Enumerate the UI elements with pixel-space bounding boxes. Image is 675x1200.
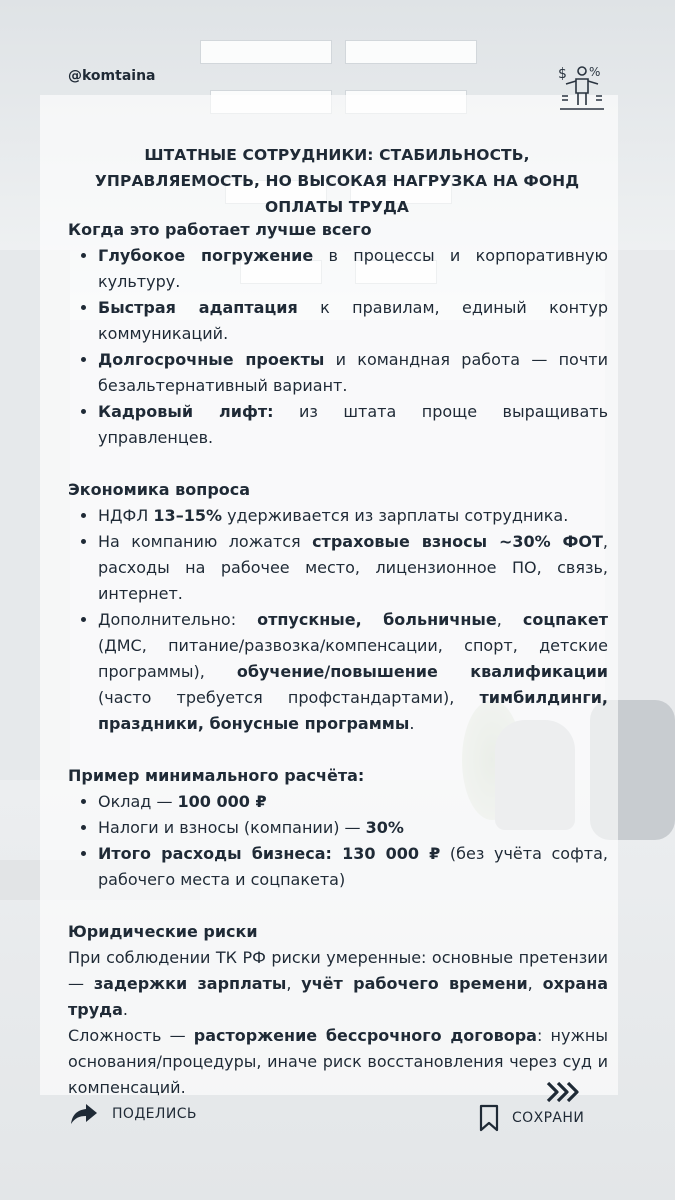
calculation-list (68, 789, 608, 893)
list-item: • На компанию ложатся страховые взносы ~30% ФОТ, расходы на рабочее место, лицензионное ПО, связь, интернет. (98, 529, 608, 607)
section-heading: Пример минимального расчёта: (68, 766, 365, 785)
risk-paragraph: Сложность — расторжение бессрочного договора: нужны основания/процедуры, иначе риск восстановления через суд и компенсаций. (68, 1026, 608, 1097)
save-label: СОХРАНИ (512, 1110, 585, 1126)
article-body (68, 217, 608, 1101)
list-item: • Глубокое погружение в процессы и корпоративную культуру. (98, 243, 608, 295)
list-item: • Дополнительно: отпускные, больничные, соцпакет (ДМС, питание/развозка/компенсации, спорт, детские программы), обучение/повышение квалификации (часто требуется профстандартами), тимбилдинги, праздники, бонусные программы. (98, 607, 608, 737)
list-item: • Оклад — 100 000 ₽ (98, 789, 608, 815)
triple-chevron-icon[interactable] (545, 1080, 581, 1104)
section-heading: Юридические риски (68, 922, 258, 941)
share-label: ПОДЕЛИСЬ (112, 1106, 197, 1122)
save-button[interactable] (478, 1104, 584, 1132)
list-item: • Долгосрочные проекты и командная работа — почти безальтернативный вариант. (98, 347, 608, 399)
svg-text:$: $ (558, 66, 567, 82)
risk-paragraph: При соблюдении ТК РФ риски умеренные: основные претензии — задержки зарплаты, учёт рабочего времени, охрана труда. (68, 948, 609, 1019)
page-title: ШТАТНЫЕ СОТРУДНИКИ: СТАБИЛЬНОСТЬ, УПРАВЛЯЕМОСТЬ, НО ВЫСОКАЯ НАГРУЗКА НА ФОНД ОПЛАТЫ ТРУДА (94, 146, 580, 216)
share-button[interactable] (70, 1102, 197, 1126)
list-item: • НДФЛ 13–15% удерживается из зарплаты сотрудника. (98, 503, 608, 529)
account-handle: @komtaina (68, 68, 156, 84)
benefits-list (68, 243, 608, 451)
list-item: • Быстрая адаптация к правилам, единый контур коммуникаций. (98, 295, 608, 347)
finance-person-icon (556, 62, 608, 114)
list-item: • Налоги и взносы (компании) — 30% (98, 815, 608, 841)
section-heading: Экономика вопроса (68, 480, 251, 499)
svg-text:%: % (589, 65, 601, 79)
section-heading: Когда это работает лучше всего (68, 220, 372, 239)
list-item: • Кадровый лифт: из штата проще выращивать управленцев. (98, 399, 608, 451)
list-item: • Итого расходы бизнеса: 130 000 ₽ (без учёта софта, рабочего места и соцпакета) (98, 841, 608, 893)
share-arrow-icon (70, 1102, 98, 1126)
bookmark-icon (478, 1104, 500, 1132)
economics-list (68, 503, 608, 737)
